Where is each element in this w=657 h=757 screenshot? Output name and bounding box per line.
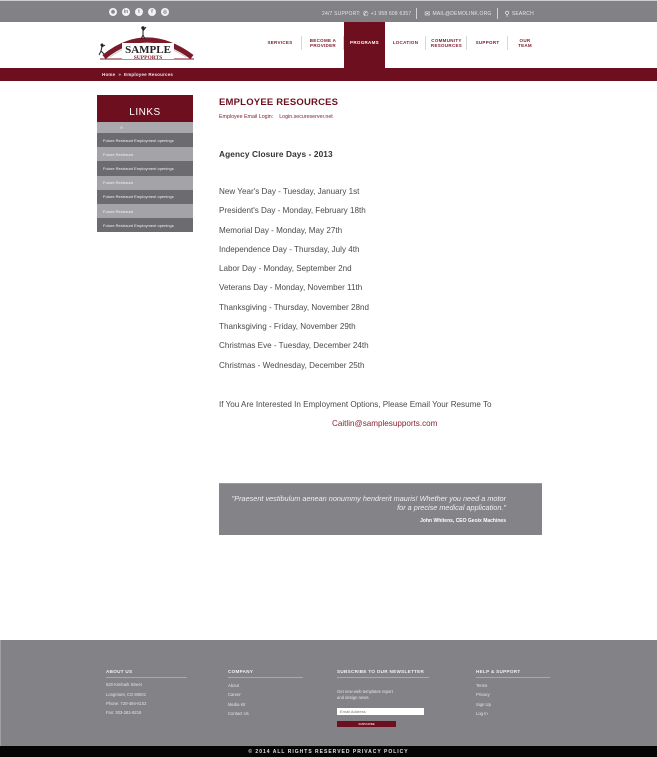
testimonial-author: John Whitens, CEO Geoix Machines <box>420 518 506 524</box>
nav-programs[interactable]: PROGRAMS <box>344 22 385 68</box>
nav-become-a-provider[interactable]: BECOME A PROVIDER <box>302 22 344 68</box>
sidebar-link[interactable]: Future Restraunt Employment openings <box>97 133 193 147</box>
footer-about-title: ABOUT US <box>106 669 187 678</box>
employment-interest-text: If You Are Interested In Employment Options, Please Email Your Resume To <box>219 400 492 409</box>
phone-line: Phone: 720-494-6102 <box>106 700 147 706</box>
footer-link-about[interactable]: About <box>228 682 239 688</box>
svg-text:SUPPORTS: SUPPORTS <box>133 55 163 61</box>
divider <box>416 8 417 19</box>
page-title: EMPLOYEE RESOURCES <box>219 97 339 108</box>
breadcrumb-home[interactable]: Home <box>102 72 116 77</box>
dribbble-icon[interactable]: ◎ <box>162 8 168 15</box>
holiday-item: Thanksgiving - Thursday, November 28nd <box>219 303 369 312</box>
rss-icon[interactable]: ◉ <box>110 8 116 15</box>
footer-link-terms[interactable]: Terms <box>476 682 488 688</box>
search-button[interactable]: SEARCH <box>511 10 534 17</box>
holiday-item: Christmas Eve - Tuesday, December 24th <box>219 341 369 350</box>
testimonial-quote: "Praesent vestibulum aenean nonummy hendrerit mauris! Whether you need a motor for a precise medical application." <box>231 494 506 513</box>
employee-email-login-link[interactable]: Employee Email Login: <box>219 114 274 120</box>
nav-community-resources[interactable]: COMMUNITY RESOURCES <box>426 22 467 68</box>
newsletter-description-line: Get new web templates report <box>337 689 393 694</box>
search-icon[interactable]: ⚲ <box>504 10 510 18</box>
sidebar-title: LINKS <box>97 95 193 122</box>
social-links <box>109 8 169 16</box>
address-line: 620 Kimbark Street <box>106 682 142 688</box>
footer-newsletter <box>337 669 429 727</box>
footer <box>0 640 657 746</box>
holiday-item: Thanksgiving - Friday, November 29th <box>219 322 356 331</box>
sidebar-link[interactable]: Future Restraunt Employment openings <box>97 218 193 232</box>
footer-link-sign-up[interactable]: Sign Up <box>476 701 491 707</box>
top-bar <box>0 0 657 22</box>
nav-services[interactable]: SERVICES <box>258 22 302 68</box>
nav-our-team[interactable]: OUR TEAM <box>518 37 532 48</box>
holiday-item: Memorial Day - Monday, May 27th <box>219 226 343 235</box>
email-login-links <box>219 114 559 120</box>
sidebar-link[interactable]: Future Restraunt <box>97 204 193 218</box>
nav-location[interactable]: LOCATION <box>385 22 426 68</box>
links-sidebar <box>97 95 193 232</box>
header <box>0 22 657 68</box>
holiday-item: New Year's Day - Tuesday, January 1st <box>219 187 360 196</box>
section-title: Agency Closure Days - 2013 <box>219 149 333 159</box>
support-label: 24/7 SUPPORT: <box>322 10 361 17</box>
footer-about <box>106 669 187 715</box>
newsletter-description <box>337 689 429 700</box>
sidebar-link[interactable]: Future Restraunt Employment openings <box>97 190 193 204</box>
email-link[interactable]: MAIL@DEMOLINK.ORG <box>432 10 492 17</box>
newsletter-description-line: and design news. <box>337 694 370 700</box>
divider <box>497 8 498 19</box>
main-nav <box>258 22 542 68</box>
sidebar-link[interactable]: A <box>97 122 193 133</box>
main-content <box>219 95 559 435</box>
address-line: Longmont, CO 80501 <box>106 691 147 697</box>
subscribe-button[interactable]: SUBSCRIBE <box>337 721 396 727</box>
nav-support[interactable]: SUPPORT <box>467 22 508 68</box>
mail-icon: ✉ <box>424 10 431 18</box>
footer-link-career[interactable]: Career <box>228 692 241 697</box>
secureserver-login-link[interactable]: Login.secureserver.net <box>279 114 333 120</box>
twitter-icon[interactable]: t <box>135 8 143 16</box>
footer-help-title: HELP & SUPPORT <box>476 669 550 678</box>
breadcrumb-separator: » <box>118 72 122 77</box>
holiday-item: Christmas - Wednesday, December 25th <box>219 361 365 370</box>
holiday-item: Independence Day - Thursday, July 4th <box>219 245 360 254</box>
holiday-item: Labor Day - Monday, September 2nd <box>219 264 352 273</box>
contact-info <box>322 8 534 19</box>
footer-company <box>228 669 303 716</box>
logo[interactable] <box>96 25 196 63</box>
linkedin-icon[interactable]: in <box>123 8 129 15</box>
copyright-bar <box>0 746 657 757</box>
resume-email-link[interactable]: Caitlin@samplesupports.com <box>332 419 438 428</box>
sidebar-link[interactable]: Future Restraunt Employment openings <box>97 161 193 175</box>
breadcrumb-bar <box>0 68 657 81</box>
footer-link-log-in[interactable]: Log In <box>476 711 488 716</box>
sidebar-link[interactable]: Future Restraunt <box>97 147 193 161</box>
footer-link-contact-us[interactable]: Contact Us <box>228 711 249 716</box>
breadcrumb <box>102 72 173 77</box>
facebook-icon[interactable]: f <box>148 8 156 16</box>
fax-line: Fax: 303-261-8216 <box>106 710 142 716</box>
footer-link-media-kit[interactable]: Media Kit <box>228 701 246 707</box>
holiday-item: President's Day - Monday, February 18th <box>219 206 366 215</box>
testimonial-box <box>219 483 542 535</box>
sidebar-link[interactable]: Future Restraunt <box>97 176 193 190</box>
footer-newsletter-title: SUBSCRIBE TO OUR NEWSLETTER <box>337 669 429 678</box>
footer-company-title: COMPANY <box>228 669 303 678</box>
phone-number[interactable]: +1 958 608 6357 <box>370 10 412 17</box>
svg-text:SAMPLE: SAMPLE <box>125 44 171 56</box>
phone-icon: ✆ <box>362 10 369 18</box>
copyright-text: © 2014 ALL RIGHTS RESERVED PRIVACY POLICY <box>248 749 409 755</box>
newsletter-email-input[interactable] <box>337 708 424 715</box>
holiday-item: Veterans Day - Monday, November 11th <box>219 283 363 292</box>
footer-link-privacy[interactable]: Privacy <box>476 692 490 697</box>
footer-help <box>476 669 550 716</box>
breadcrumb-current: Employee Resources <box>124 72 174 77</box>
